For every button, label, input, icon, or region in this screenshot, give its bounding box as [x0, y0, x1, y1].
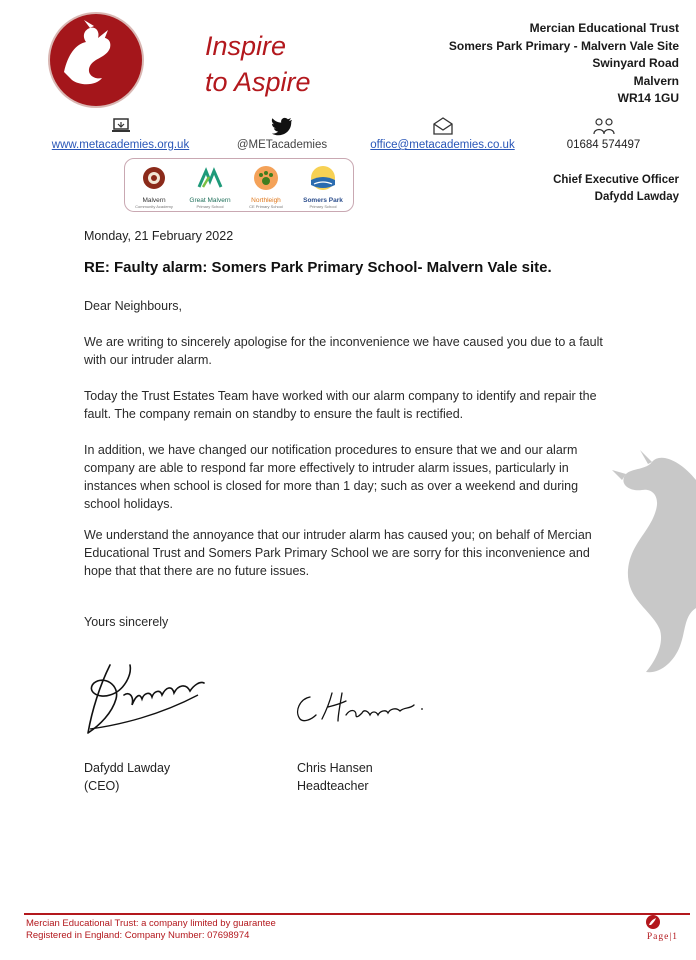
twitter-handle[interactable]: @METacademies [236, 139, 328, 151]
signatory-lawday [84, 759, 170, 795]
salutation: Dear Neighbours, [84, 299, 182, 313]
paragraph: We are writing to sincerely apologise for the inconvenience we have caused you due to a fault with our intruder alarm. [84, 335, 603, 367]
dragon-icon [50, 14, 142, 106]
school-name: Malvern [142, 197, 166, 204]
signatory-name: Chris Hansen [297, 761, 373, 775]
page-number: Page|1 [646, 932, 678, 942]
phone-contact [556, 116, 651, 151]
signature-lawday [80, 655, 210, 740]
sunrise-emblem-icon [310, 165, 336, 191]
signatory-name: Dafydd Lawday [84, 761, 171, 775]
footer-divider [24, 913, 690, 915]
signatory-hansen [297, 759, 373, 795]
letter-subject: RE: Faulty alarm: Somers Park Primary School- Malvern Vale site. [84, 259, 552, 276]
signatory-role: (CEO) [84, 779, 120, 793]
rose-emblem-icon [141, 165, 167, 191]
school-sub: CE Primary School [249, 204, 283, 209]
signature-hansen [292, 685, 432, 730]
address-line: WR14 1GU [617, 91, 679, 105]
paragraph: In addition, we have changed our notification procedures to ensure that we and our alarm company are able to respond far more effectively to intruder alarm issues, particularly in instances when school is closed for more than 1 day; such as over a weekend and during school holidays. [84, 443, 579, 511]
footer-line-2: Registered in England: Company Number: 07698974 [26, 930, 250, 941]
website-contact [48, 116, 193, 151]
phone-number: 01684 574497 [566, 139, 641, 151]
footer-line-1: Mercian Educational Trust: a company limited by guarantee [26, 918, 276, 929]
hills-emblem-icon [197, 165, 223, 191]
ceo-title: Chief Executive Officer [553, 174, 679, 186]
laptop-icon [111, 116, 131, 136]
school-logo [185, 165, 235, 209]
met-logo [50, 14, 186, 106]
school-logo [129, 165, 179, 209]
school-name: Northleigh [251, 197, 281, 204]
address-line: Malvern [633, 73, 679, 88]
ceo-name: Dafydd Lawday [594, 191, 679, 203]
email-link[interactable]: office@metacademies.co.uk [370, 139, 515, 151]
school-sub: Primary School [196, 204, 224, 209]
footer-dragon-icon [646, 914, 660, 930]
address-line: Somers Park Primary - Malvern Vale Site [448, 38, 679, 53]
tagline-line-1: Inspire [205, 31, 287, 61]
paragraph: We understand the annoyance that our intruder alarm has caused you; on behalf of Mercian Educational Trust and Somers Park Primary School we are sorry for this inconvenience and hope that that there are no future issues. [84, 528, 592, 578]
people-icon [593, 116, 615, 136]
email-contact [360, 116, 525, 151]
school-name: Great Malvern [189, 197, 231, 204]
schools-logos [124, 158, 354, 212]
ceo-block [553, 172, 679, 206]
twitter-contact [232, 116, 332, 151]
paw-emblem-icon [253, 165, 279, 191]
logo-text: MET [152, 66, 186, 83]
letter-date: Monday, 21 February 2022 [84, 229, 234, 243]
school-sub: Community Academy [135, 204, 173, 209]
envelope-icon [432, 116, 454, 136]
twitter-icon [271, 116, 293, 136]
address-line: Mercian Educational Trust [529, 21, 679, 35]
website-link[interactable]: www.metacademies.org.uk [51, 139, 190, 151]
tagline-line-2: to Aspire [205, 67, 311, 97]
tagline [205, 28, 311, 100]
school-sub: Primary School [309, 204, 337, 209]
trust-address [449, 20, 679, 108]
school-logo [295, 165, 351, 209]
signatory-role: Headteacher [297, 779, 369, 793]
school-logo [241, 165, 291, 209]
footer-legal [26, 918, 276, 942]
paragraph: Today the Trust Estates Team have worked with our alarm company to identify and repair the fault. The company remain on standby to ensure the fault is rectified. [84, 389, 597, 421]
closing: Yours sincerely [84, 615, 169, 629]
school-name: Somers Park [303, 197, 343, 204]
address-line: Swinyard Road [592, 56, 679, 70]
